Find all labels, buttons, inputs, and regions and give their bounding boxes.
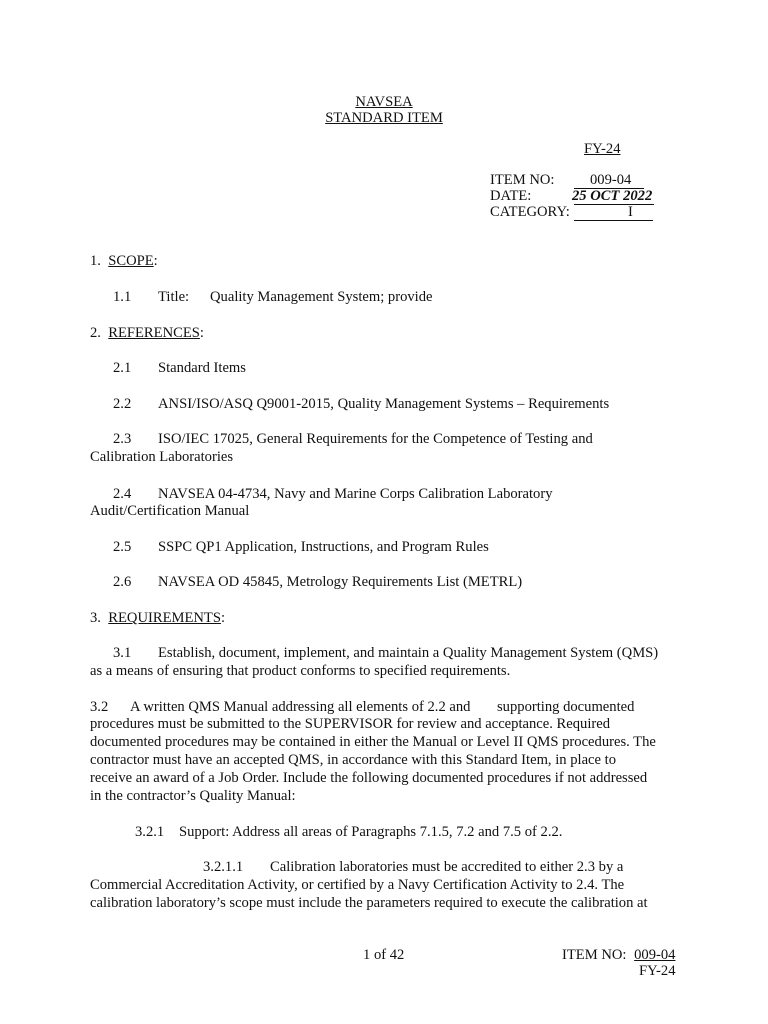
section-2-heading [90,324,204,342]
section-3-2-line: documented procedures may be contained in either the Manual or Level II QMS procedures. The [90,734,656,750]
section-1-1 [113,288,433,306]
section-3-2 [90,698,635,716]
ref-text-line1: ISO/IEC 17025, General Requirements for the Competence of Testing and [158,431,593,447]
reference-2-6 [113,573,523,591]
footer-fiscal-year: FY-24 [639,963,676,979]
header-agency: NAVSEA [355,94,413,110]
para-number: 3.2 [90,699,109,715]
date-value: 25 OCT 2022 [572,188,653,204]
section-colon: : [220,610,226,626]
header-fiscal-year: FY-24 [584,141,621,157]
header-category [490,203,633,221]
section-title: REQUIREMENTS [108,610,221,626]
para-label: Title: [158,289,190,305]
section-3-1 [113,644,659,662]
reference-2-3-line2: Calibration Laboratories [90,449,234,465]
section-number: 1. [90,253,101,269]
ref-text: SSPC QP1 Application, Instructions, and Program Rules [158,539,489,555]
reference-2-4 [113,485,553,503]
section-number: 3. [90,610,101,626]
footer-item-no-label: ITEM NO: [562,947,627,963]
section-colon: : [153,253,158,269]
para-text: Support: Address all areas of Paragraphs 7.1.5, 7.2 and 7.5 of 2.2. [179,824,563,840]
section-3-2-line: receive an award of a Job Order. Include the following documented procedures if not addressed [90,770,648,786]
section-3-heading [90,609,225,627]
footer-item-no-value: 009-04 [634,947,676,963]
ref-number: 2.3 [113,431,132,447]
ref-text-line1: NAVSEA 04-4734, Navy and Marine Corps Calibration Laboratory [158,486,553,502]
reference-2-3 [113,430,593,448]
category-label: CATEGORY: [490,204,570,220]
para-number: 3.1 [113,645,132,661]
reference-2-2 [113,395,610,413]
ref-number: 2.2 [113,396,132,412]
section-3-2-line: procedures must be submitted to the SUPERVISOR for review and acceptance. Required [90,716,611,732]
footer-page-number: 1 of 42 [363,947,405,963]
section-3-2-1 [135,823,563,841]
ref-number: 2.6 [113,574,132,590]
item-no-value: 009-04 [590,172,632,188]
ref-text: NAVSEA OD 45845, Metrology Requirements List (METRL) [158,574,523,590]
para-text-line1b: supporting documented [497,699,635,715]
para-number: 1.1 [113,289,132,305]
para-text: Quality Management System; provide [210,289,433,305]
date-label: DATE: [490,188,532,204]
ref-number: 2.1 [113,360,132,376]
section-3-1-line2: as a means of ensuring that product conforms to specified requirements. [90,663,511,679]
reference-2-5 [113,538,489,556]
ref-text: ANSI/ISO/ASQ Q9001-2015, Quality Management Systems – Requirements [158,396,610,412]
section-title: SCOPE [108,253,154,269]
para-number: 3.2.1 [135,824,165,840]
header-doc-type: STANDARD ITEM [325,110,443,126]
section-3-2-line: in the contractor’s Quality Manual: [90,788,296,804]
para-text-line1: Establish, document, implement, and maintain a Quality Management System (QMS) [158,645,659,661]
reference-2-4-line2: Audit/Certification Manual [90,503,250,519]
category-underline [574,203,653,221]
ref-number: 2.5 [113,539,132,555]
reference-2-1 [113,359,246,377]
item-no-label: ITEM NO: [490,172,555,188]
section-3-2-1-1-line3: calibration laboratory’s scope must include the parameters required to execute the calibration at [90,895,648,911]
section-number: 2. [90,325,101,341]
section-3-2-line: contractor must have an accepted QMS, in accordance with this Standard Item, in place to [90,752,617,768]
category-value: I [628,204,633,220]
section-1-heading [90,252,158,270]
section-3-2-1-1-line2: Commercial Accreditation Activity, or certified by a Navy Certification Activity to 2.4. The [90,877,625,893]
para-text-line1: Calibration laboratories must be accredited to either 2.3 by a [270,859,624,875]
section-3-2-1-1 [203,858,624,876]
section-title: REFERENCES [108,325,200,341]
ref-number: 2.4 [113,486,132,502]
section-colon: : [199,325,204,341]
para-number: 3.2.1.1 [203,859,244,875]
ref-text: Standard Items [158,360,246,376]
para-text-line1a: A written QMS Manual addressing all elements of 2.2 and [130,699,471,715]
